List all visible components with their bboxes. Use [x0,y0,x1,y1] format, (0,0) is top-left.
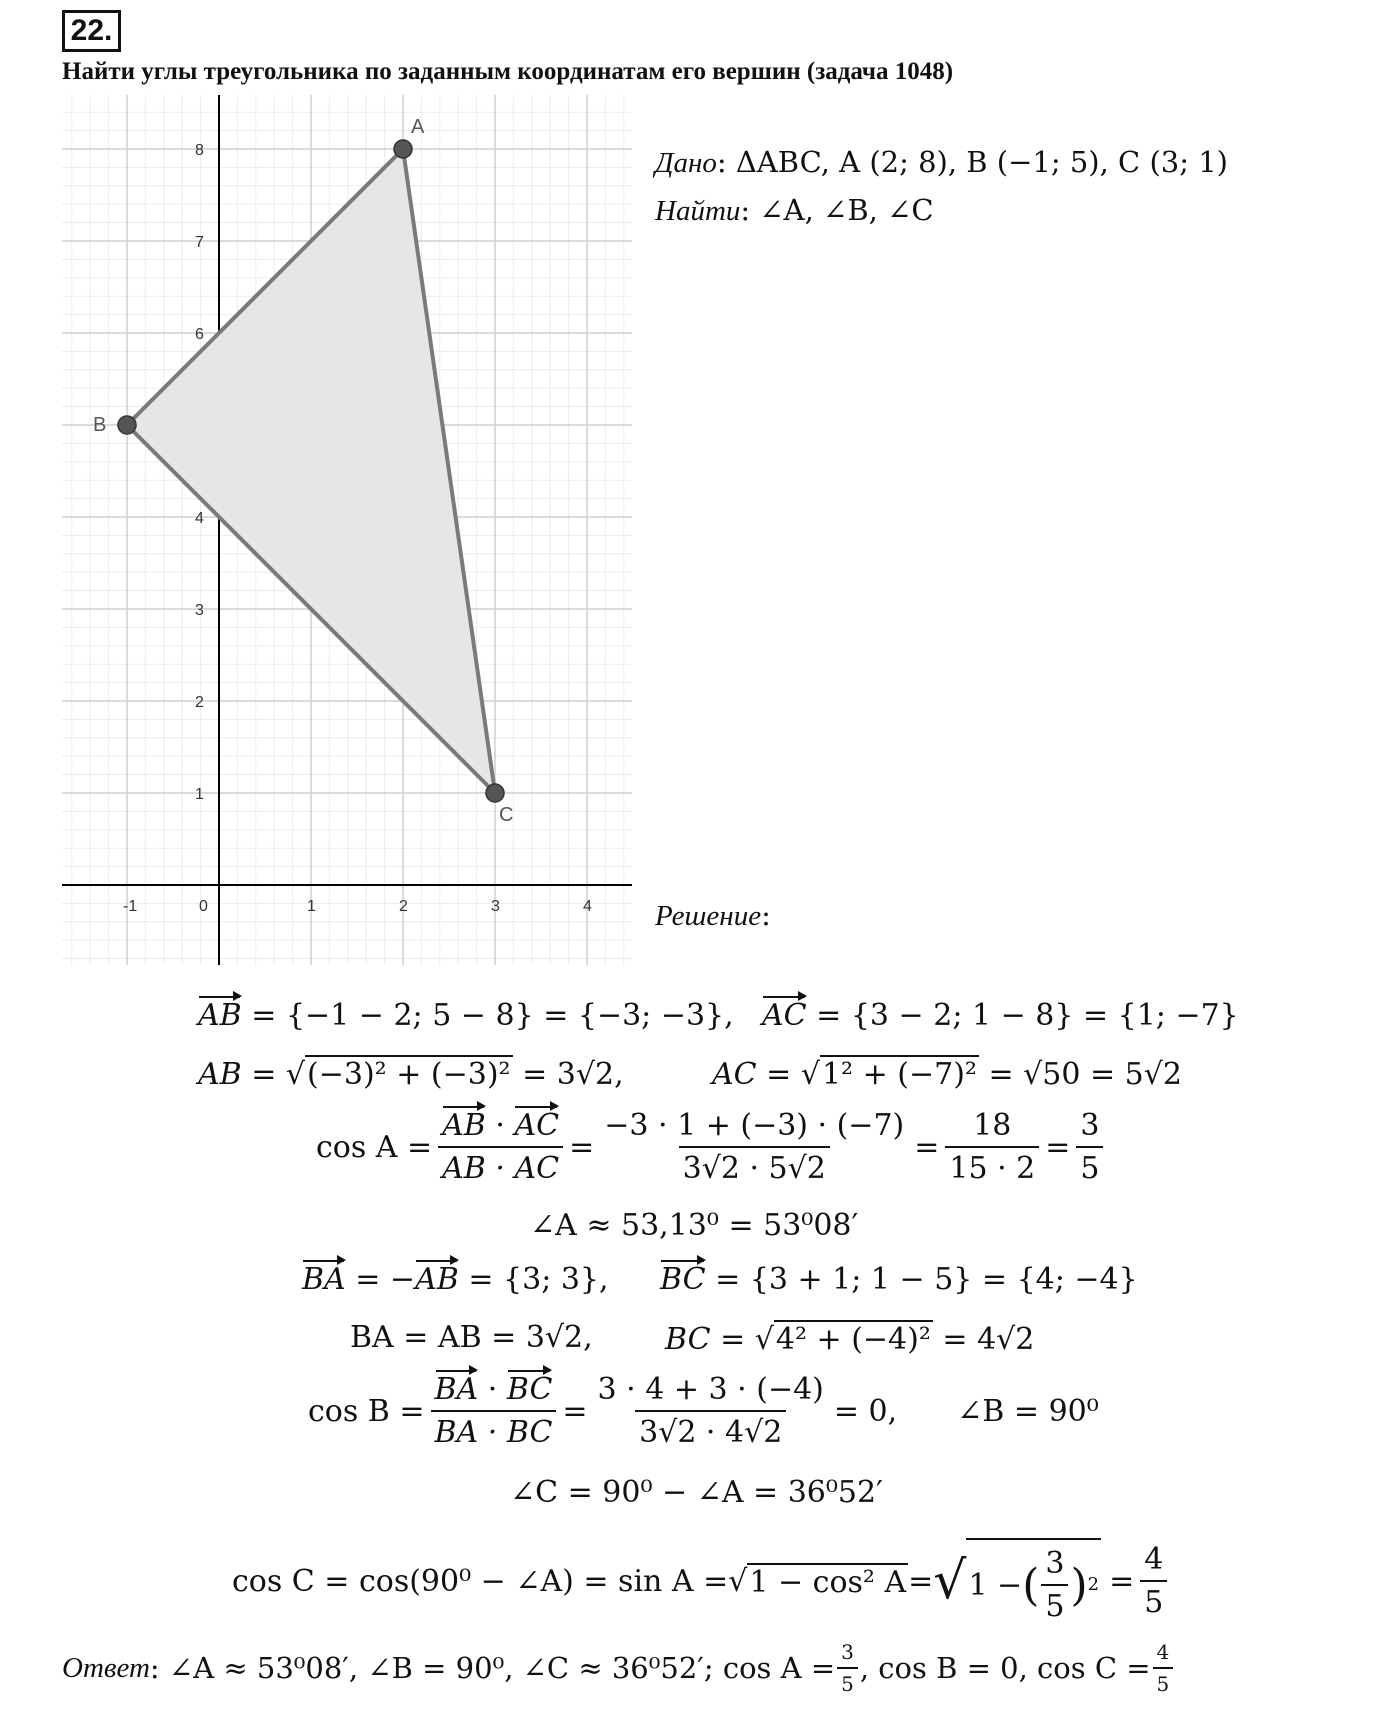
vector-ab: AB [198,998,242,1033]
length-bc-label: BC = [665,1322,755,1357]
y-tick-label: 4 [195,510,204,527]
answer-frac-a-num: 3 [841,1640,854,1664]
x-tick-label: 0 [199,898,208,915]
solution-colon: : [761,898,771,932]
vector-ab: AB [442,1108,486,1143]
vertex-b [118,416,136,434]
vector-ba-value: = {3; 3}, [468,1262,609,1297]
coordinate-graph [62,95,632,965]
cos-c-inner-den: 5 [1041,1584,1068,1624]
y-tick-label: 8 [195,142,204,159]
cos-c-pre: cos C = cos(90⁰ − ∠A) = sin A = [232,1563,729,1599]
find-line [655,193,934,228]
problem-number: 22. [62,10,121,52]
cos-a-den4: 5 [1076,1146,1103,1186]
vector-ba: BA [302,1262,346,1297]
length-bc-result: = 4√2 [932,1322,1035,1357]
angle-c-line: ∠C = 90⁰ − ∠A = 36⁰52′ [510,1475,883,1510]
vector-ab-value: = {−1 − 2; 5 − 8} = {−3; −3}, [251,998,734,1033]
cos-a-den2: 3√2 · 5√2 [679,1146,830,1186]
length-ab-line: AB = √(−3)² + (−3)² = 3√2, [198,1057,624,1092]
cos-a-frac1: $\frac{AB \cdot AC}{AB \cdot AC}$ [438,1108,563,1186]
cos-a-num3: 18 [973,1108,1012,1143]
vector-ab-line [198,998,734,1033]
vector-ac-line [762,998,1239,1033]
vector-bc-value: = {3 + 1; 1 − 5} = {4; −4} [715,1262,1138,1297]
cos-c-num: 4 [1144,1542,1164,1577]
cos-b-label: cos B = [308,1393,425,1429]
vector-ab: AB [415,1262,459,1297]
given-label: Дано [655,147,717,179]
answer-frac-c-num: 4 [1156,1640,1170,1664]
length-ab-result: = 3√2, [512,1057,624,1092]
answer-line [62,1640,1175,1696]
answer-frac-a-den: 5 [837,1667,858,1696]
answer-frac-c-den: 5 [1153,1667,1174,1696]
cos-c-inner-frac [1041,1546,1068,1624]
length-ac-line: AC = √1² + (−7)² = √50 = 5√2 [712,1057,1182,1092]
y-tick-label: 2 [195,694,204,711]
vector-ba: BA [434,1372,479,1407]
vector-ac: AC [514,1108,560,1143]
length-bc-radicand: 4² + (−4)² [775,1322,931,1357]
y-tick-label: 7 [195,234,204,251]
cos-a-frac3 [945,1108,1039,1186]
y-tick-label: 3 [195,602,204,619]
solution-label-text: Решение [655,900,762,932]
cos-b-frac2 [594,1372,828,1450]
vector-bc: BC [660,1262,706,1297]
cos-c-big-radicand: 1 − ( $\frac{3}{5}$ ) 2 [966,1538,1101,1624]
y-tick-label: 6 [195,326,204,343]
cos-a-label: cos A = [316,1129,433,1165]
x-tick-label: 4 [583,898,592,915]
cos-b-formula: cos B = $\frac{BA \cdot BC}{BA \cdot BC}$ = $\frac{3 \cdot 4 + 3 \cdot (-4)}{3√2 \cdot 4√2}$ = 0, ∠B = 90⁰ [308,1372,1099,1450]
vertex-c [486,784,504,802]
cos-a-num2: −3 · 1 + (−3) · (−7) [604,1108,905,1143]
cos-a-den3: 15 · 2 [945,1146,1039,1186]
cos-c-den: 5 [1140,1580,1167,1620]
given-line [655,145,1228,180]
vertex-a [394,140,412,158]
cos-b-num2: 3 · 4 + 3 · (−4) [597,1372,824,1407]
answer-label: Ответ [62,1651,150,1684]
cos-c-formula: cos C = cos(90⁰ − ∠A) = sin A = √ 1 − cos² A = √ 1 − ( $\frac{3}{5}$ ) 2 = $\frac{4}{5}$ [232,1538,1173,1624]
cos-c-eq: = [908,1563,934,1599]
vertex-label-c: C [499,804,514,826]
solution-label [655,898,771,933]
cos-a-formula: cos A = $\frac{AB \cdot AC}{AB \cdot AC}$ = $\frac{-3 \cdot 1 + (-3) \cdot (-7)}{3√2 \cdot 5√2}$ = $\frac{18}{15 \cdot 2}$ = $\frac{3}{5}$ [316,1108,1109,1186]
answer-frac-a [837,1640,858,1696]
cos-a-num4: 3 [1080,1108,1100,1143]
y-tick-label: 1 [195,786,204,803]
given-text: : ΔABC, A (2; 8), B (−1; 5), C (3; 1) [716,145,1228,179]
vector-ac-value: = {3 − 2; 1 − 8} = {1; −7} [816,998,1239,1033]
x-tick-label: 1 [307,898,316,915]
find-label: Найти [655,195,741,227]
length-ac-result: = √50 = 5√2 [978,1057,1182,1092]
problem-title: Найти углы треугольника по заданным координатам его вершин (задача 1048) [62,58,954,85]
length-ba-line: BA = AB = 3√2, [350,1320,593,1355]
cos-a-frac2 [600,1108,908,1186]
vertex-label-a: A [411,116,425,138]
cos-b-frac1: $\frac{BA \cdot BC}{BA \cdot BC}$ [431,1372,557,1450]
cos-c-radicand: 1 − cos² A [749,1564,907,1600]
x-tick-label: -1 [123,898,138,915]
cos-b-result: = 0, [833,1393,898,1429]
angle-a-line: ∠A ≈ 53,13⁰ = 53⁰08′ [530,1208,859,1243]
x-tick-label: 3 [491,898,500,915]
vector-ac: AC [762,998,807,1033]
length-ab-label: AB = [198,1057,286,1092]
find-text: : ∠A, ∠B, ∠C [740,193,934,227]
answer-frac-c [1153,1640,1174,1696]
angle-b: ∠B = 90⁰ [957,1393,1099,1429]
cos-c-frac [1140,1542,1167,1620]
vector-bc-line [660,1262,1138,1297]
answer-text: : ∠A ≈ 53⁰08′, ∠B = 90⁰, ∠C ≈ 36⁰52′; cos A = [149,1651,836,1685]
cos-b-den1: BA · BC [434,1415,553,1450]
length-bc-line: BC = √4² + (−4)² = 4√2 [665,1322,1035,1357]
length-ac-label: AC = [712,1057,801,1092]
x-tick-label: 2 [399,898,408,915]
cos-c-inner-num: 3 [1045,1546,1065,1581]
vertex-label-b: B [93,414,107,436]
length-ac-radicand: 1² + (−7)² [821,1057,977,1092]
cos-a-frac4 [1076,1108,1103,1186]
vector-ba-line: BA = −AB = {3; 3}, [302,1262,609,1297]
vector-bc: BC [506,1372,553,1407]
answer-mid: , cos B = 0, cos C = [859,1651,1151,1685]
length-ab-radicand: (−3)² + (−3)² [307,1057,511,1092]
cos-a-den1: AB · AC [442,1151,560,1186]
cos-c-inner-pre: 1 − [968,1567,1023,1603]
cos-b-den2: 3√2 · 4√2 [635,1410,786,1450]
